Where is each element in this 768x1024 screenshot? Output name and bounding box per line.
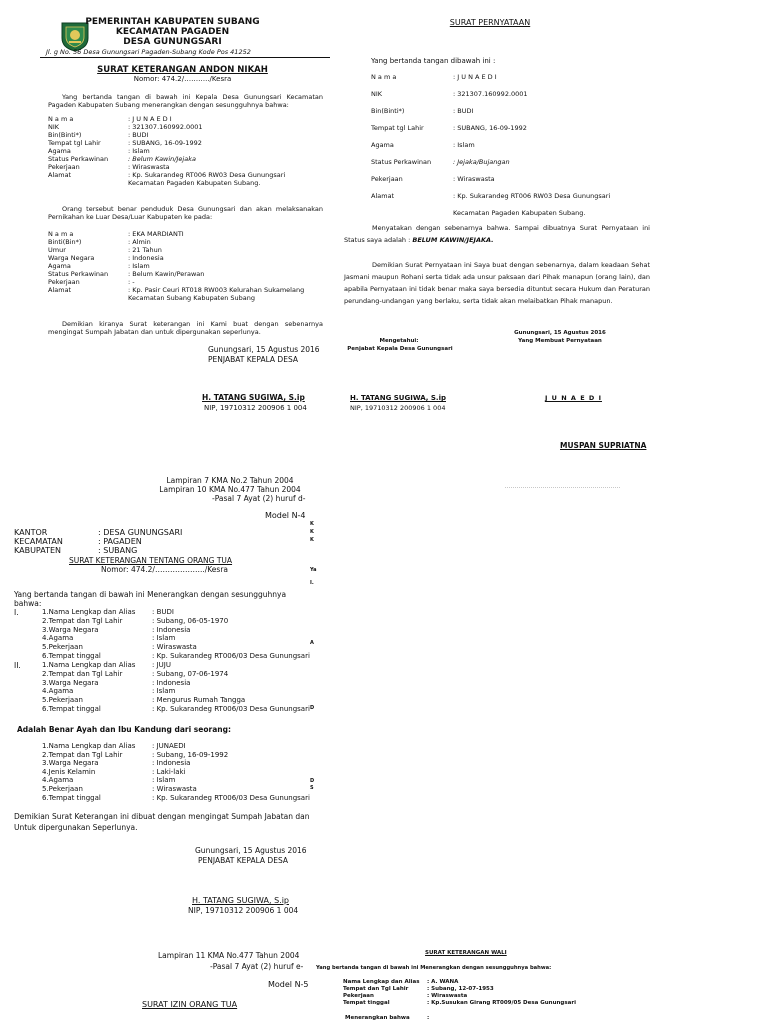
edge-fragment-k3: K (310, 537, 314, 543)
letter-closing: Demikian kiranya Surat keterangan ini Kami buat dengan sebenarnya mengingat Sumpah Jabatan dan untuk dipergunakan seperlunya. (48, 320, 323, 337)
pernyataan-signer-right: J U N A E D I (545, 394, 602, 402)
n4-mother-label: 1.Nama Lengkap dan Alias (42, 661, 136, 669)
letter-title: SURAT KETERANGAN ANDON NIKAH (97, 65, 268, 75)
n4-father-value: : Subang, 06-05-1970 (152, 616, 229, 625)
person2-value: : EKA MARDIANTI (128, 230, 184, 238)
person2-value: : Almin (128, 238, 151, 246)
n4-mother-value: : Kp. Sukarandeg RT006/03 Desa Gunungsari (152, 705, 310, 713)
person1-label: Status Perkawinan (48, 155, 109, 163)
letter-number: Nomor: 474.2/………../Kesra (133, 75, 232, 83)
n4-father-label: 5.Pekerjaan (42, 643, 83, 652)
n5-pasal: -Pasal 7 Ayat (2) huruf e- (210, 962, 304, 971)
n4-father-label: 6.Tempat tinggal (42, 652, 101, 660)
n4-office: PENJABAT KEPALA DESA (198, 856, 288, 865)
wali-value: : Subang, 12-07-1953 (427, 986, 494, 992)
n4-child-label: 6.Tempat tinggal (42, 793, 101, 802)
n4-father-value: : Indonesia (152, 625, 191, 634)
n4-child-value: : Indonesia (152, 759, 191, 768)
n4-father-value: : BUDI (152, 608, 174, 616)
n4-father-value: : Kp. Sukarandeg RT006/03 Desa Gunungsari (152, 652, 310, 660)
n4-child-value: : Laki-laki (152, 767, 186, 776)
person2-label: Alamat (48, 286, 72, 294)
n4-child-label: 4.Jenis Kelamin (42, 767, 96, 776)
wali-title: SURAT KETERANGAN WALI (425, 950, 507, 956)
pernyataan-nip-left: NIP, 19710312 200906 1 004 (350, 404, 446, 412)
n4-father-label: 1.Nama Lengkap dan Alias (42, 608, 136, 616)
pernyataan-title: SURAT PERNYATAAN (449, 18, 531, 27)
person1-label: Bin(Binti*) (48, 131, 82, 139)
person1-value: : Islam (128, 147, 150, 155)
person2-label: Pekerjaan (48, 278, 80, 286)
n4-child-value: : Islam (152, 776, 176, 785)
person1-label: N a m a (48, 115, 74, 123)
n4-child-value: : Wiraswasta (152, 785, 197, 793)
n4-child-label: 1.Nama Lengkap dan Alias (42, 742, 136, 750)
kop-line-1: PEMERINTAH KABUPATEN SUBANG (85, 17, 260, 27)
n4-father-label: 3.Warga Negara (42, 625, 99, 634)
n4-mother-value: : Subang, 07-06-1974 (152, 669, 229, 678)
edge-fragment-a: A (310, 640, 314, 646)
n4-mother-value: : JUJU (152, 661, 171, 669)
person1-value: : Belum Kawin/Jejaka (128, 155, 196, 163)
n4-title: SURAT KETERANGAN TENTANG ORANG TUA (69, 556, 233, 565)
person2-label: Umur (48, 246, 66, 254)
mengetahui-label: Mengetahui: (379, 338, 419, 344)
edge-fragment-k2: K (310, 529, 314, 535)
person1-value: : J U N A E D I (128, 115, 172, 123)
person2-value: : 21 Tahun (128, 246, 162, 254)
n4-child-label: 5.Pekerjaan (42, 785, 83, 793)
n4-lampiran-1: Lampiran 7 KMA No.2 Tahun 2004 (166, 476, 294, 485)
person2-value: Kecamatan Subang Kabupaten Subang (128, 294, 256, 302)
n4-office-value: : PAGADEN (98, 537, 142, 546)
edge-fragment-i: I. (310, 580, 314, 586)
n4-signer: H. TATANG SUGIWA, S.ip (192, 896, 289, 905)
edge-fragment-k1: K (310, 521, 314, 527)
pernyataan-label: Pekerjaan (371, 175, 403, 183)
witness-name: MUSPAN SUPRIATNA (560, 441, 647, 450)
pernyataan-paragraph-2: Demikian Surat Pernyataan ini Saya buat dengan sebenarnya, dalam keadaan Sehat Jasmani maupun Rohani serta tidak ada unsur paksaan dari Pihak manapun (orang lain), dan apabila Pernyataan ini tidak benar maka saya bersedia dituntut secara Hukum dan Peraturan perundang-undangan yang berlaku, serta tidak akan melaibatkan Pihak manapun. (344, 261, 650, 306)
pernyataan-label: Bin(Binti*) (371, 107, 405, 115)
n4-mother-value: : Mengurus Rumah Tangga (152, 696, 246, 705)
person1-label: Alamat (48, 171, 72, 179)
n4-office-label: KABUPATEN (14, 546, 62, 555)
pernyataan-paragraph-1: Menyatakan dengan sebenarnya bahwa. Sampai dibuatnya Surat Pernyataan ini Status saya adalah : BELUM KAWIN/JEJAKA. (344, 224, 650, 245)
n4-nip: NIP, 19710312 200906 1 004 (188, 906, 299, 915)
n4-mother-label: 3.Warga Negara (42, 678, 99, 687)
wali-label: Nama Lengkap dan Alias (343, 979, 420, 985)
mengetahui-office: Penjabat Kepala Desa Gunungsari (347, 346, 453, 352)
edge-fragment-d1: D (310, 705, 315, 711)
person1-value: : SUBANG, 16-09-1992 (128, 139, 202, 147)
letter-date: Gunungsari, 15 Agustus 2016 (208, 345, 320, 354)
person2-value: : Kp. Pasir Ceuri RT018 RW003 Kelurahan Sukamelang (128, 286, 305, 294)
kop-line-2: KECAMATAN PAGADEN (115, 27, 230, 37)
n4-office-label: KECAMATAN (14, 537, 63, 546)
wali-menerangkan: Menerangkan bahwa (345, 1015, 410, 1021)
pernyataan-value: Kecamatan Pagaden Kabupaten Subang. (453, 209, 586, 217)
n4-child-label: 2.Tempat dan Tgl Lahir (42, 750, 123, 759)
person1-label: Pekerjaan (48, 163, 80, 171)
n4-child-value: : JUNAEDI (152, 742, 186, 750)
letter-signer: H. TATANG SUGIWA, S.ip (202, 393, 305, 402)
person1-value: Kecamatan Pagaden Kabupaten Subang. (128, 179, 261, 187)
pernyataan-label: Tempat tgl Lahir (371, 124, 424, 132)
n4-date: Gunungsari, 15 Agustus 2016 (195, 846, 307, 855)
wali-value: : Kp.Susukan Girang RT009/05 Desa Gunungsari (427, 1000, 576, 1006)
person1-value: : Kp. Sukarandeg RT006 RW03 Desa Gunungsari (128, 171, 286, 179)
letter-office: PENJABAT KEPALA DESA (208, 355, 298, 364)
person2-value: : Islam (128, 262, 150, 270)
n4-child-label: 4.Agama (42, 776, 74, 785)
wali-label: Tempat dan Tgl Lahir (343, 986, 409, 992)
pernyataan-value: : 321307.160992.0001 (453, 90, 528, 98)
person2-value: : Belum Kawin/Perawan (128, 270, 205, 278)
n4-child-label: 3.Warga Negara (42, 759, 99, 768)
n4-model: Model N-4 (265, 511, 306, 520)
n4-number: Nomor: 474.2/………………../Kesra (101, 565, 228, 574)
kop-divider (40, 57, 330, 58)
person1-value: : BUDI (128, 131, 149, 139)
pernyataan-label: NIK (371, 90, 383, 98)
pernyataan-value: : Islam (453, 141, 475, 149)
kop-address: Jl. g No. 56 Desa Gunungsari Pagaden-Subang Kode Pos 41252 (46, 48, 251, 56)
person1-value: : Wiraswasta (128, 163, 170, 171)
pernyataan-label: Agama (371, 141, 394, 149)
pernyataan-value: : Jejaka/Bujangan (453, 158, 510, 166)
wali-value: : A. WANA (427, 979, 459, 985)
pernyataan-value: : SUBANG, 16-09-1992 (453, 124, 527, 132)
n4-roman-2: II. (14, 661, 21, 670)
n5-title: SURAT IZIN ORANG TUA (142, 1000, 238, 1009)
pernyataan-maker: Yang Membuat Pernyataan (518, 338, 602, 344)
n4-father-value: : Islam (152, 634, 176, 643)
person2-label: Binti(Bin*) (48, 238, 82, 246)
n4-office-value: : SUBANG (98, 546, 138, 555)
pernyataan-value: : Kp. Sukarandeg RT006 RW03 Desa Gunungsari (453, 192, 611, 200)
pernyataan-label: Status Perkawinan (371, 158, 432, 166)
n4-mother-value: : Indonesia (152, 678, 191, 687)
pernyataan-intro: Yang bertanda tangan dibawah ini : (371, 57, 496, 65)
faint-dotted-line (505, 487, 620, 488)
n4-lampiran-2: Lampiran 10 KMA No.477 Tahun 2004 (159, 485, 301, 494)
wali-value: : Wiraswasta (427, 993, 468, 999)
person1-label: Agama (48, 147, 71, 155)
n5-lampiran: Lampiran 11 KMA No.477 Tahun 2004 (158, 951, 300, 960)
wali-label: Pekerjaan (343, 993, 374, 999)
person2-label: N a m a (48, 230, 74, 238)
pernyataan-value: : Wiraswasta (453, 175, 495, 183)
edge-fragment-d2: D (310, 778, 315, 784)
n4-father-label: 4.Agama (42, 634, 74, 643)
wali-label: Tempat tinggal (343, 1000, 390, 1006)
n4-pasal: -Pasal 7 Ayat (2) huruf d- (212, 494, 306, 503)
n4-office-label: KANTOR (14, 528, 48, 537)
pernyataan-label: Alamat (371, 192, 395, 200)
n4-mother-label: 2.Tempat dan Tgl Lahir (42, 669, 123, 678)
n4-mother-label: 5.Pekerjaan (42, 696, 83, 705)
n4-mother-label: 4.Agama (42, 687, 74, 696)
n4-child-value: : Kp. Sukarandeg RT006/03 Desa Gunungsari (152, 793, 310, 802)
letter-nip: NIP, 19710312 200906 1 004 (204, 404, 307, 412)
person2-label: Status Perkawinan (48, 270, 109, 278)
n4-roman-1: I. (14, 608, 19, 617)
n4-office-value: : DESA GUNUNGSARI (98, 528, 183, 537)
person1-label: NIK (48, 123, 60, 131)
person1-value: : 321307.160992.0001 (128, 123, 203, 131)
person2-value: : - (128, 278, 135, 286)
person1-label: Tempat tgl Lahir (48, 139, 101, 147)
pernyataan-value: : BUDI (453, 107, 474, 115)
person2-label: Warga Negara (48, 254, 95, 262)
n4-mother-label: 6.Tempat tinggal (42, 705, 101, 713)
letter-middle: Orang tersebut benar penduduk Desa Gunungsari dan akan melaksanakan Pernikahan ke Luar Desa/Luar Kabupaten ke pada: (48, 205, 323, 222)
person2-label: Agama (48, 262, 71, 270)
pernyataan-label: N a m a (371, 73, 397, 81)
wali-intro: Yang bertanda tangan di bawah ini Menerangkan dengan sesungguhnya bahwa: (316, 965, 552, 971)
letter-intro: Yang bertanda tangan di bawah ini Kepala Desa Gunungsari Kecamatan Pagaden Kabupaten Subang menerangkan dengan sesungguhnya bahwa: (48, 93, 323, 110)
person2-value: : Indonesia (128, 254, 164, 262)
n5-model: Model N-5 (268, 980, 309, 989)
n4-intro: Yang bertanda tangan di bawah ini Menerangkan dengan sesungguhnya bahwa: (14, 590, 287, 609)
edge-fragment-ya: Ya (310, 567, 317, 573)
n4-mother-value: : Islam (152, 687, 176, 696)
pernyataan-signer-left: H. TATANG SUGIWA, S.ip (350, 394, 446, 402)
n4-father-value: : Wiraswasta (152, 643, 197, 652)
n4-father-label: 2.Tempat dan Tgl Lahir (42, 616, 123, 625)
edge-fragment-s: S (310, 785, 314, 791)
kop-line-3: DESA GUNUNGSARI (123, 37, 222, 47)
n4-adalah: Adalah Benar Ayah dan Ibu Kandung dari seorang: (17, 725, 231, 734)
n4-child-value: : Subang, 16-09-1992 (152, 750, 229, 759)
n4-closing: Demikian Surat Keterangan ini dibuat dengan mengingat Sumpah Jabatan dan Untuk dipergunakan Seperlunya. (14, 812, 310, 832)
pernyataan-date: Gunungsari, 15 Agustus 2016 (514, 330, 606, 336)
wali-menerangkan-colon: : (427, 1015, 430, 1021)
pernyataan-value: : J U N A E D I (453, 73, 497, 81)
